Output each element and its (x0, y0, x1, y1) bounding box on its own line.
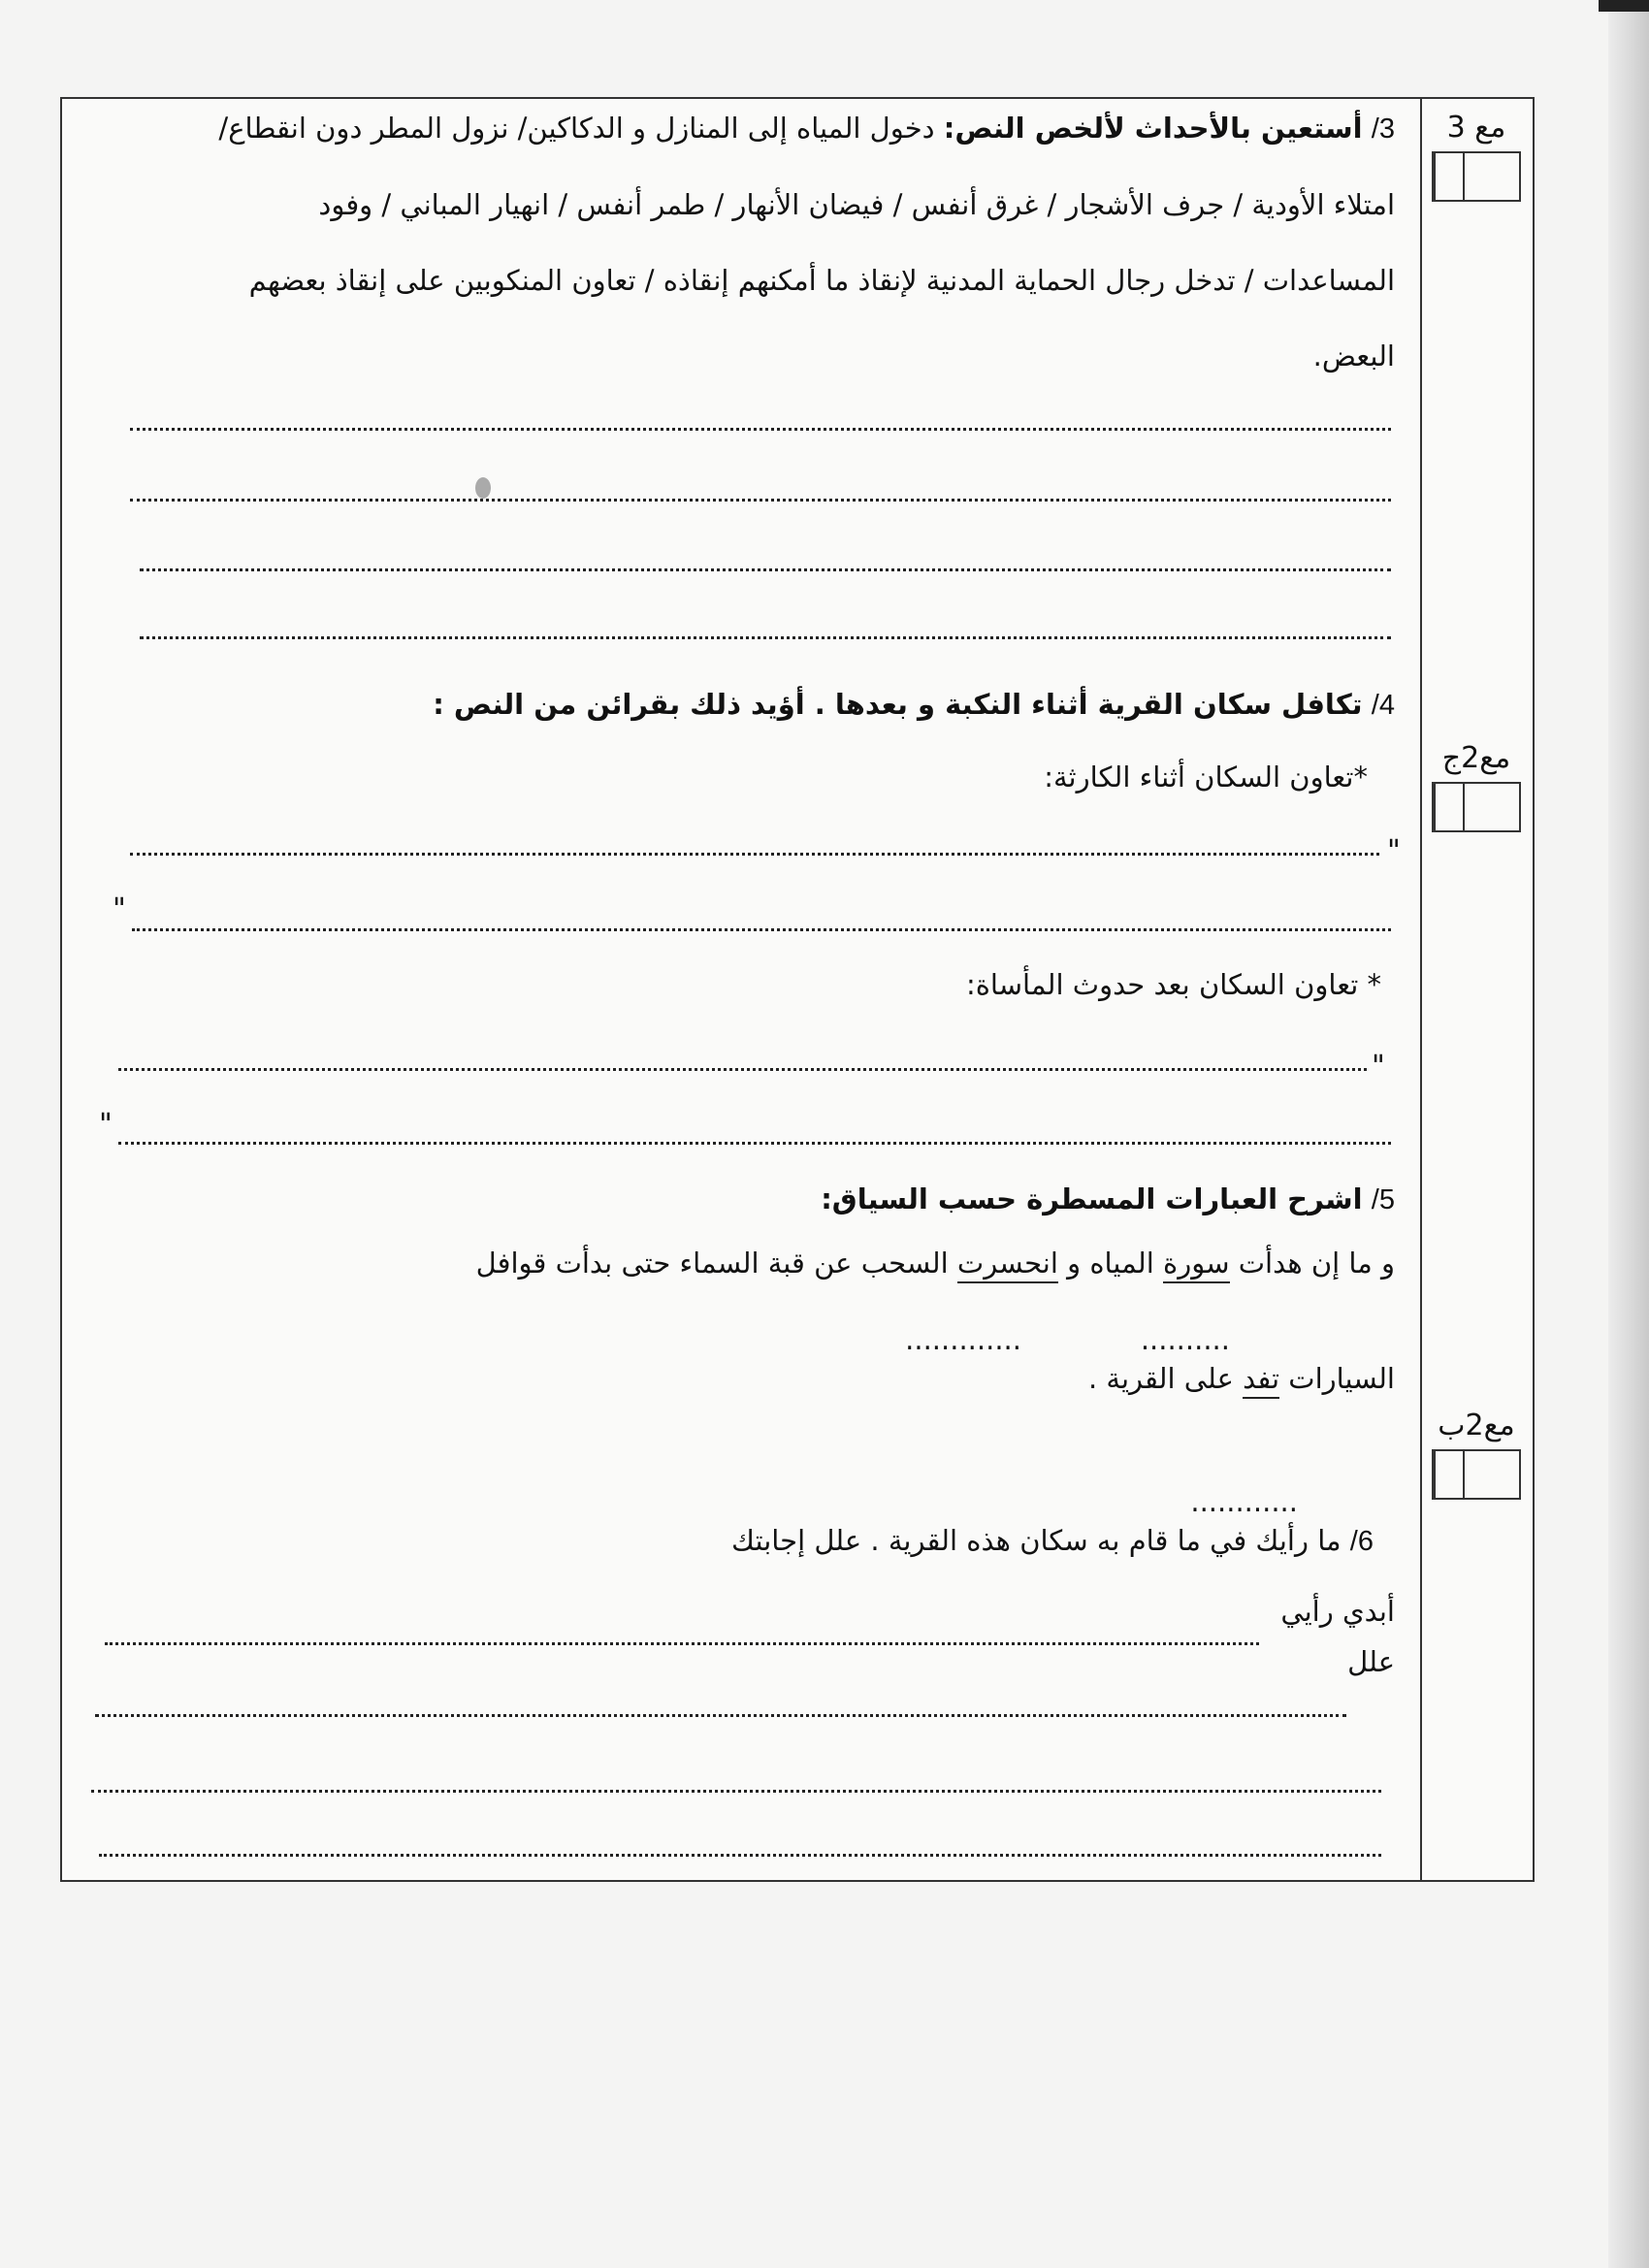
question-3 (91, 105, 1395, 380)
q3-title: أستعين بالأحداث لألخص النص: (943, 112, 1363, 145)
q3-number: 3/ (1371, 113, 1395, 145)
q6-reason-label: علل (1347, 1645, 1395, 1678)
answer-line[interactable] (130, 496, 1391, 502)
answer-line[interactable] (140, 566, 1391, 571)
q5-blank-2[interactable]: ............. (905, 1323, 1021, 1356)
scan-speck (475, 477, 491, 499)
answer-line[interactable] (132, 925, 1391, 931)
q3-text-4: البعض. (1312, 340, 1395, 373)
q3-text-1: دخول المياه إلى المنازل و الدكاكين/ نزول المطر دون انقطاع/ (218, 112, 935, 145)
q3-line1 (91, 105, 1395, 153)
answer-line[interactable] (130, 425, 1391, 431)
q6-title: ما رأيك في ما قام به سكان هذه القرية . علل إجابتك (731, 1524, 1342, 1557)
question-6 (91, 1517, 1395, 1686)
q5-underlined-1: سورة (1163, 1247, 1229, 1283)
q3-text-2: امتلاء الأودية / جرف الأشجار / غرق أنفس / فيضان الأنهار / طمر أنفس / انهيار المباني / وفود (318, 188, 1395, 221)
page-corner-mark (1599, 0, 1649, 12)
score-grid (1432, 782, 1521, 832)
q4-sub-after: * تعاون السكان بعد حدوث المأساة: (965, 968, 1381, 1001)
answer-line-opinion[interactable] (105, 1639, 1259, 1645)
question-4 (91, 681, 1395, 1009)
answer-line[interactable] (118, 1139, 1391, 1145)
q5-number: 5/ (1371, 1184, 1395, 1215)
question-5 (91, 1176, 1395, 1403)
quote-mark: " (99, 1108, 113, 1142)
q5-text: السحب عن قبة السماء حتى بدأت قوافل (475, 1247, 957, 1280)
q3-text-3: المساعدات / تدخل رجال الحماية المدنية لإنقاذ ما أمكنهم إنقاذه / تعاون المنكوبين على إنقاذ بعضهم (248, 264, 1395, 297)
q4-number: 4/ (1371, 690, 1395, 721)
page-edge-shadow (1608, 0, 1649, 2268)
q4-sub-during: *تعاون السكان أثناء الكارثة: (1044, 761, 1368, 794)
quote-mark: " (113, 892, 126, 926)
answer-line[interactable] (118, 1065, 1367, 1071)
q5-text: و ما إن هدأت (1229, 1247, 1395, 1280)
q4-title: تكافل سكان القرية أثناء النكبة و بعدها . أؤيد ذلك بقرائن من النص : (433, 688, 1363, 721)
score-grid (1432, 1449, 1521, 1500)
answer-line[interactable] (99, 1851, 1381, 1857)
q5-underlined-2: انحسرت (957, 1247, 1058, 1283)
quote-mark: " (1372, 1050, 1385, 1084)
worksheet-frame (60, 97, 1535, 1882)
score-label: مع 3 (1446, 111, 1506, 145)
q6-number: 6/ (1349, 1526, 1374, 1557)
q5-underlined-3: تفد (1243, 1362, 1279, 1399)
score-box-q3 (1420, 109, 1533, 202)
q5-blank-1[interactable]: .......... (1140, 1323, 1230, 1356)
q5-title: اشرح العبارات المسطرة حسب السياق: (821, 1183, 1363, 1215)
score-box-q4 (1420, 739, 1533, 832)
answer-line[interactable] (91, 1787, 1381, 1793)
score-label: مع2ب (1438, 1409, 1515, 1442)
q5-blank-3[interactable]: ............ (1190, 1485, 1298, 1518)
q6-opinion-label: أبدي رأيي (1280, 1595, 1395, 1628)
q5-text: المياه و (1057, 1247, 1164, 1280)
score-grid (1432, 151, 1521, 202)
q5-text: على القرية . (1087, 1362, 1244, 1395)
q5-sentence-1 (91, 1240, 1395, 1287)
score-column-divider (1420, 99, 1422, 1880)
q5-text: السيارات (1279, 1362, 1395, 1395)
score-box-q5 (1420, 1407, 1533, 1500)
answer-line-reason[interactable] (95, 1711, 1346, 1717)
answer-line[interactable] (130, 850, 1379, 856)
answer-line[interactable] (140, 633, 1391, 639)
quote-mark: " (1387, 834, 1401, 868)
score-label: مع2ج (1441, 741, 1511, 775)
